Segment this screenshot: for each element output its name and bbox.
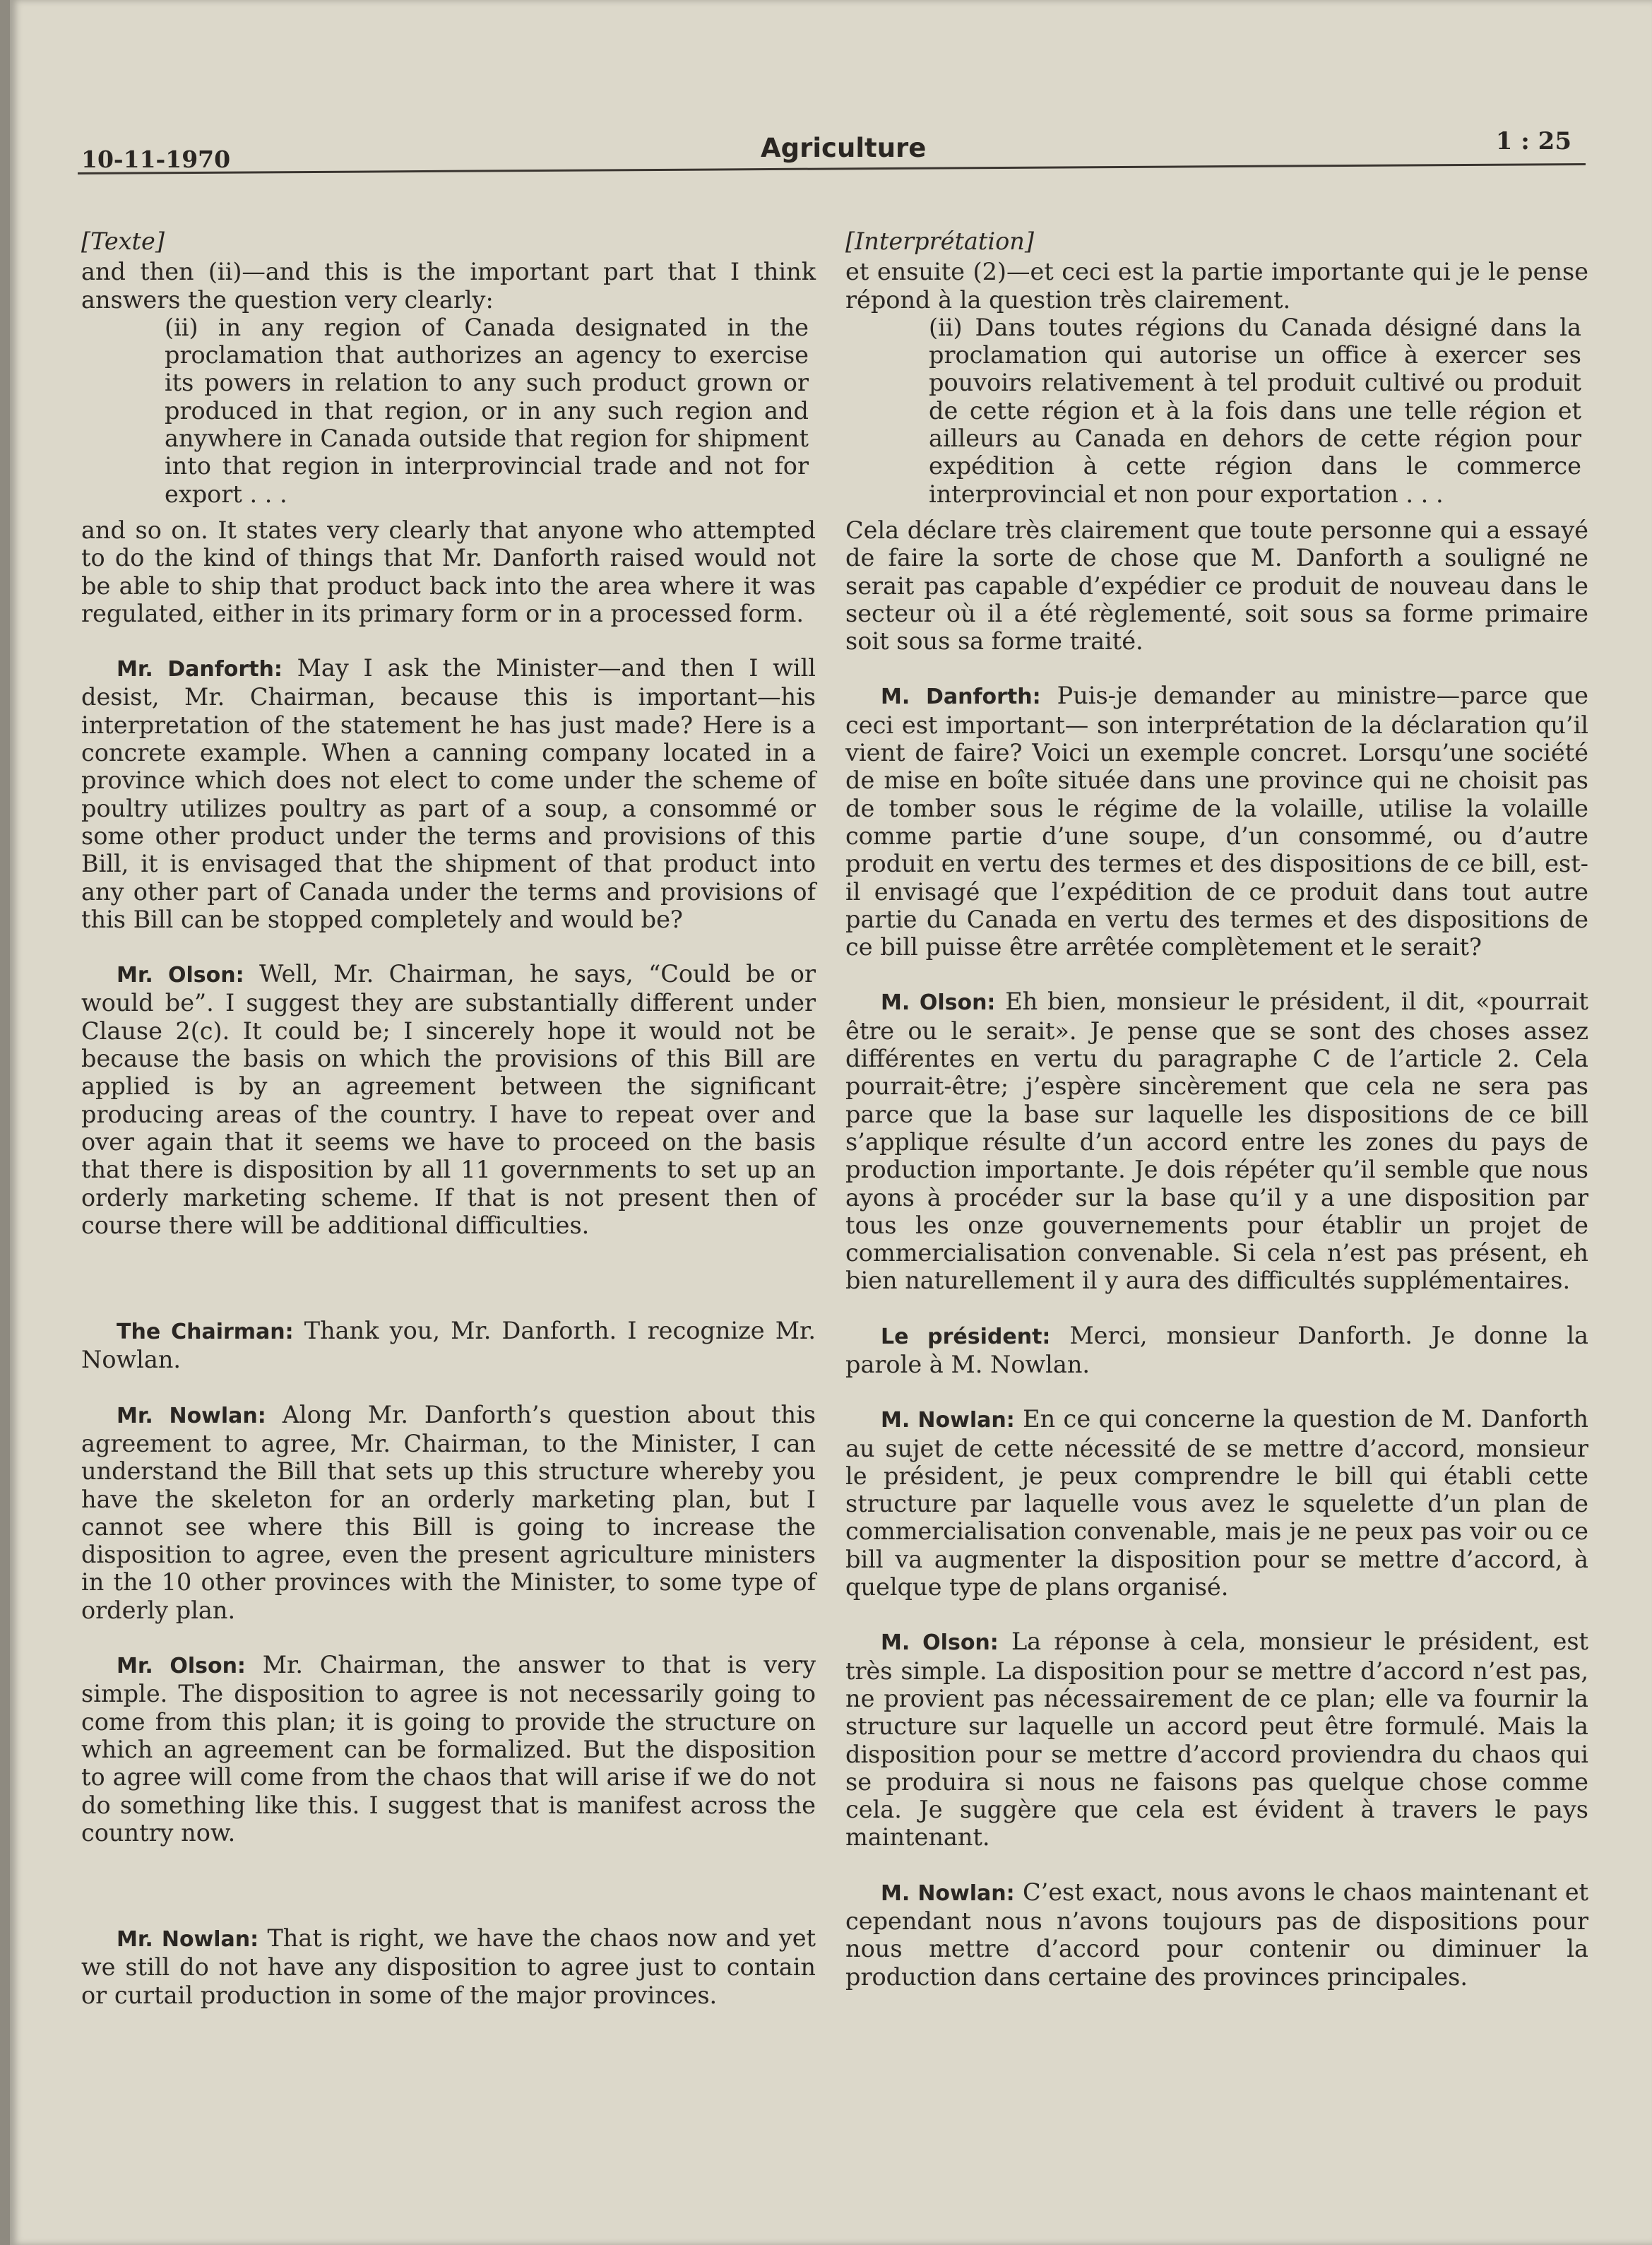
speaker-name: Mr. Nowlan: [117,1927,259,1953]
french-continuation: Cela déclare très clairement que toute personne qui a essayé de faire la sorte de chose que M. Danforth a souligné ne serait pas capable d’expédier ce produit de nouveau dans le secteur où il a été règlementé, soit sous sa forme primaire soit sous sa forme traité. [845,516,1588,656]
french-quote: (ii) Dans toutes régions du Canada désigné dans la proclamation qui autorise un office à exercer ses pouvoirs relativement à tel produit cultivé ou produit de cette région et à la fois dans une telle région et ailleurs au Canada en dehors de cette région pour expédition à cette région dans le commerce interprovincial et non pour exportation . . . [929,313,1581,508]
speech-text: Along Mr. Danforth’s question about this agreement to agree, Mr. Chairman, to the Minister, I can understand the Bill that sets up this structure whereby you have the skeleton for an orderly marketing plan, but I cannot see where this Bill is going to increase the disposition to agree, even the present agriculture ministers in the 10 other provinces with the Minister, to some type of orderly plan. [81,1400,816,1624]
speaker-name: M. Olson: [881,990,996,1016]
speaker-name: M. Nowlan: [881,1880,1015,1906]
speech-text: C’est exact, nous avons le chaos maintenant et cependant nous n’avons toujours pas de dispositions pour nous mettre d’accord pour contenir ou diminuer la production dans certaine des provinces principales. [845,1878,1589,1991]
header-date: 10-11-1970 [81,146,231,173]
english-speech [81,654,816,933]
speech-text: Well, Mr. Chairman, he says, “Could be or would be”. I suggest they are substantially different under Clause 2(c). It could be; I sincerely hope it would not be because the basis on which the provisions of this Bill are applied is by an agreement between the significant producing areas of the country. I have to repeat over and over again that it seems we have to proceed on the basis that there is disposition by all 11 governments to set up an orderly marketing scheme. If that is not present then of course there will be additional difficulties. [81,960,816,1239]
speaker-name: Mr. Olson: [117,1654,246,1679]
speech-text: May I ask the Minister—and then I will desist, Mr. Chairman, because this is important—his interpretation of the statement he has just made? Here is a concrete example. When a canning company located in a province which does not elect to come under the scheme of poultry utilizes poultry as part of a soup, a consommé or some other product under the terms and provisions of this Bill, it is envisaged that the shipment of that product into any other part of Canada under the terms and provisions of this Bill can be stopped completely and would be? [81,654,816,933]
french-speech [845,1878,1588,1991]
speech-text: Puis-je demander au ministre—parce que ceci est important— son interprétation de la déclaration qu’il vient de faire? Voici un exemple concret. Lorsqu’une société de mise en boîte située dans une province qui ne choisit pas de tomber sous le régime de la volaille, utilise la volaille comme partie d’une soupe, d’un consommé, ou d’autre produit en vertu des termes et des dispositions de ce bill, est-il envisagé que l’expédition de ce produit dans tout autre partie du Canada en vertu des termes et des dispositions de ce bill puisse être arrêtée complètement et le serait? [845,682,1588,961]
french-speech [845,1628,1588,1851]
english-speech [81,960,816,1239]
english-quote: (ii) in any region of Canada designated in the proclamation that authorizes an agency to exercise its powers in relation to any such product grown or produced in that region, or in any such region and anywhere in Canada outside that region for shipment into that region in interprovincial trade and not for export . . . [165,313,809,508]
english-speech [81,1651,816,1847]
speech-text: En ce qui concerne la question de M. Danforth au sujet de cette nécessité de se mettre d’accord, monsieur le président, je peux comprendre le bill qui établi cette structure par laquelle vous avez le squelette d’un plan de commercialisation convenable, mais je ne peux pas voir ou ce bill va augmenter la disposition pour se mettre d’accord, à quelque type de plans organisé. [845,1405,1588,1601]
speaker-name: M. Nowlan: [881,1408,1015,1433]
english-speech [81,1317,816,1374]
speech-text: La réponse à cela, monsieur le président, est très simple. La disposition pour se mettre d’accord n’est pas, ne provient pas nécessairement de ce plan; elle va fournir la structure sur laquelle un accord peut être formulé. Mais la disposition pour se mettre d’accord proviendra du chaos qui se produira si nous ne faisons pas quelque chose comme cela. Je suggère que cela est évident à travers le pays maintenant. [845,1628,1588,1852]
speech-text: Mr. Chairman, the answer to that is very simple. The disposition to agree is not necessarily going to come from this plan; it is going to provide the structure on which an agreement can be formalized. But the disposition to agree will come from the chaos that will arise if we do not do something like this. I suggest that is manifest across the country now. [81,1651,816,1847]
speech-text: That is right, we have the chaos now and yet we still do not have any disposition to agree just to contain or curtail production in some of the major provinces. [81,1924,816,2009]
english-label: [Texte] [81,227,165,255]
binding-edge [0,0,10,2245]
speaker-name: The Chairman: [117,1320,294,1345]
header-title: Agriculture [761,133,927,163]
speaker-name: M. Olson: [881,1630,999,1656]
speech-text: Merci, monsieur Danforth. Je donne la parole à M. Nowlan. [845,1321,1589,1378]
speech-text: Eh bien, monsieur le président, il dit, «pourrait être ou le serait». Je pense que se sont des choses assez différentes en vertu du paragraphe C de l’article 2. Cela pourrait-être; j’espère sincèrement que cela ne sera pas parce que la base sur laquelle les dispositions de ce bill s’applique résulte d’un accord entre les zones du pays de production importante. Je dois répéter qu’il semble que nous ayons à procéder sur la base qu’il y a une disposition par tous les onze gouvernements pour établir un projet de commercialisation convenable. Si cela n’est pas présent, eh bien naturellement il y aura des difficultés supplémentaires. [845,988,1588,1295]
speaker-name: Le président: [881,1324,1051,1349]
speaker-name: M. Danforth: [881,685,1041,710]
english-continuation: and so on. It states very clearly that anyone who attempted to do the kind of things that Mr. Danforth raised would not be able to ship that product back into the area where it was regulated, either in its primary form or in a processed form. [81,516,816,627]
french-speech [845,1405,1588,1601]
english-speech [81,1401,816,1624]
french-column [845,227,1588,1991]
header-page-number: 1 : 25 [1495,127,1571,155]
speech-text: Thank you, Mr. Danforth. I recognize Mr. Nowlan. [81,1317,816,1374]
speaker-name: Mr. Nowlan: [117,1403,266,1428]
speaker-name: Mr. Danforth: [117,657,283,682]
french-intro: et ensuite (2)—et ceci est la partie importante qui je le pense répond à la question très clairement. [845,258,1588,314]
french-speech [845,682,1588,961]
french-label: [Interprétation] [845,227,1034,255]
french-speech [845,1322,1588,1379]
english-column [81,227,816,2009]
french-speech [845,988,1588,1294]
speaker-name: Mr. Olson: [117,963,244,988]
english-speech [81,1924,816,2009]
english-intro: and then (ii)—and this is the important part that I think answers the question very clearly: [81,258,816,314]
